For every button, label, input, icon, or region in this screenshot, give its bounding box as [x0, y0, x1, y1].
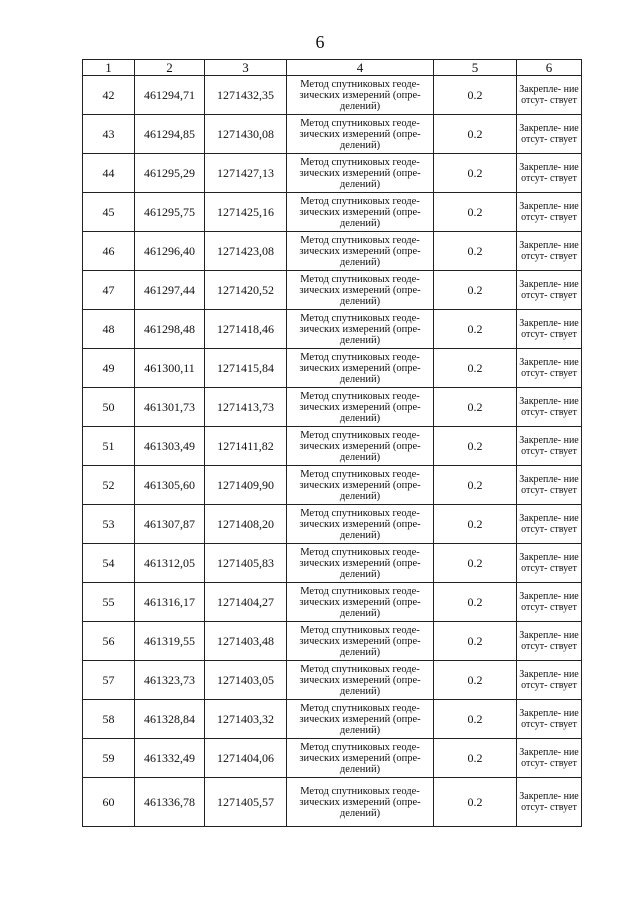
table-row — [83, 76, 582, 115]
y-coordinate-cell: 1271432,35 — [205, 76, 287, 115]
accuracy-cell: 0.2 — [434, 466, 517, 505]
y-coordinate-cell: 1271404,27 — [205, 583, 287, 622]
fixing-cell: Закрепле- ние отсут- ствует — [517, 427, 582, 466]
fixing-cell: Закрепле- ние отсут- ствует — [517, 76, 582, 115]
y-coordinate-cell: 1271413,73 — [205, 388, 287, 427]
x-coordinate-cell: 461295,29 — [135, 154, 205, 193]
accuracy-cell: 0.2 — [434, 583, 517, 622]
column-header: 5 — [434, 60, 517, 76]
y-coordinate-cell: 1271425,16 — [205, 193, 287, 232]
column-header: 1 — [83, 60, 135, 76]
x-coordinate-cell: 461295,75 — [135, 193, 205, 232]
point-number-cell: 53 — [83, 505, 135, 544]
y-coordinate-cell: 1271409,90 — [205, 466, 287, 505]
table-row — [83, 349, 582, 388]
fixing-cell: Закрепле- ние отсут- ствует — [517, 700, 582, 739]
column-header: 4 — [287, 60, 434, 76]
x-coordinate-cell: 461316,17 — [135, 583, 205, 622]
point-number-cell: 43 — [83, 115, 135, 154]
accuracy-cell: 0.2 — [434, 115, 517, 154]
fixing-cell: Закрепле- ние отсут- ствует — [517, 739, 582, 778]
x-coordinate-cell: 461336,78 — [135, 778, 205, 827]
method-cell: Метод спутниковых геоде- зических измерений (опре- делений) — [287, 193, 434, 232]
y-coordinate-cell: 1271404,06 — [205, 739, 287, 778]
y-coordinate-cell: 1271418,46 — [205, 310, 287, 349]
x-coordinate-cell: 461294,85 — [135, 115, 205, 154]
x-coordinate-cell: 461307,87 — [135, 505, 205, 544]
fixing-cell: Закрепле- ние отсут- ствует — [517, 193, 582, 232]
method-cell: Метод спутниковых геоде- зических измерений (опре- делений) — [287, 427, 434, 466]
y-coordinate-cell: 1271427,13 — [205, 154, 287, 193]
point-number-cell: 42 — [83, 76, 135, 115]
accuracy-cell: 0.2 — [434, 427, 517, 466]
method-cell: Метод спутниковых геоде- зических измерений (опре- делений) — [287, 622, 434, 661]
x-coordinate-cell: 461300,11 — [135, 349, 205, 388]
accuracy-cell: 0.2 — [434, 544, 517, 583]
x-coordinate-cell: 461296,40 — [135, 232, 205, 271]
table-row — [83, 583, 582, 622]
fixing-cell: Закрепле- ние отсут- ствует — [517, 115, 582, 154]
table-row — [83, 739, 582, 778]
fixing-cell: Закрепле- ние отсут- ствует — [517, 778, 582, 827]
column-header: 2 — [135, 60, 205, 76]
accuracy-cell: 0.2 — [434, 778, 517, 827]
fixing-cell: Закрепле- ние отсут- ствует — [517, 466, 582, 505]
column-header: 6 — [517, 60, 582, 76]
point-number-cell: 44 — [83, 154, 135, 193]
point-number-cell: 47 — [83, 271, 135, 310]
method-cell: Метод спутниковых геоде- зических измерений (опре- делений) — [287, 505, 434, 544]
accuracy-cell: 0.2 — [434, 271, 517, 310]
table-row — [83, 466, 582, 505]
method-cell: Метод спутниковых геоде- зических измерений (опре- делений) — [287, 115, 434, 154]
table-row — [83, 388, 582, 427]
point-number-cell: 45 — [83, 193, 135, 232]
y-coordinate-cell: 1271405,57 — [205, 778, 287, 827]
accuracy-cell: 0.2 — [434, 154, 517, 193]
y-coordinate-cell: 1271403,05 — [205, 661, 287, 700]
method-cell: Метод спутниковых геоде- зических измерений (опре- делений) — [287, 661, 434, 700]
table-row — [83, 661, 582, 700]
accuracy-cell: 0.2 — [434, 622, 517, 661]
y-coordinate-cell: 1271430,08 — [205, 115, 287, 154]
table-row — [83, 232, 582, 271]
page-number: 6 — [315, 32, 325, 52]
point-number-cell: 55 — [83, 583, 135, 622]
accuracy-cell: 0.2 — [434, 661, 517, 700]
table-row — [83, 115, 582, 154]
method-cell: Метод спутниковых геоде- зических измерений (опре- делений) — [287, 388, 434, 427]
fixing-cell: Закрепле- ние отсут- ствует — [517, 271, 582, 310]
table-row — [83, 778, 582, 827]
point-number-cell: 60 — [83, 778, 135, 827]
table-row — [83, 310, 582, 349]
y-coordinate-cell: 1271420,52 — [205, 271, 287, 310]
point-number-cell: 59 — [83, 739, 135, 778]
header-row — [83, 60, 582, 76]
y-coordinate-cell: 1271408,20 — [205, 505, 287, 544]
method-cell: Метод спутниковых геоде- зических измерений (опре- делений) — [287, 232, 434, 271]
point-number-cell: 46 — [83, 232, 135, 271]
x-coordinate-cell: 461298,48 — [135, 310, 205, 349]
method-cell: Метод спутниковых геоде- зических измерений (опре- делений) — [287, 466, 434, 505]
y-coordinate-cell: 1271405,83 — [205, 544, 287, 583]
x-coordinate-cell: 461294,71 — [135, 76, 205, 115]
y-coordinate-cell: 1271423,08 — [205, 232, 287, 271]
table-row — [83, 193, 582, 232]
method-cell: Метод спутниковых геоде- зических измерений (опре- делений) — [287, 700, 434, 739]
method-cell: Метод спутниковых геоде- зических измерений (опре- делений) — [287, 778, 434, 827]
fixing-cell: Закрепле- ние отсут- ствует — [517, 388, 582, 427]
fixing-cell: Закрепле- ние отсут- ствует — [517, 310, 582, 349]
point-number-cell: 56 — [83, 622, 135, 661]
accuracy-cell: 0.2 — [434, 193, 517, 232]
fixing-cell: Закрепле- ние отсут- ствует — [517, 349, 582, 388]
x-coordinate-cell: 461301,73 — [135, 388, 205, 427]
table-row — [83, 271, 582, 310]
x-coordinate-cell: 461319,55 — [135, 622, 205, 661]
y-coordinate-cell: 1271411,82 — [205, 427, 287, 466]
point-number-cell: 49 — [83, 349, 135, 388]
column-header: 3 — [205, 60, 287, 76]
method-cell: Метод спутниковых геоде- зических измерений (опре- делений) — [287, 76, 434, 115]
method-cell: Метод спутниковых геоде- зических измерений (опре- делений) — [287, 154, 434, 193]
point-number-cell: 57 — [83, 661, 135, 700]
x-coordinate-cell: 461305,60 — [135, 466, 205, 505]
fixing-cell: Закрепле- ние отсут- ствует — [517, 583, 582, 622]
fixing-cell: Закрепле- ние отсут- ствует — [517, 505, 582, 544]
table-row — [83, 622, 582, 661]
y-coordinate-cell: 1271403,48 — [205, 622, 287, 661]
y-coordinate-cell: 1271415,84 — [205, 349, 287, 388]
method-cell: Метод спутниковых геоде- зических измерений (опре- делений) — [287, 583, 434, 622]
y-coordinate-cell: 1271403,32 — [205, 700, 287, 739]
method-cell: Метод спутниковых геоде- зических измерений (опре- делений) — [287, 310, 434, 349]
x-coordinate-cell: 461297,44 — [135, 271, 205, 310]
table-row — [83, 427, 582, 466]
method-cell: Метод спутниковых геоде- зических измерений (опре- делений) — [287, 271, 434, 310]
accuracy-cell: 0.2 — [434, 739, 517, 778]
fixing-cell: Закрепле- ние отсут- ствует — [517, 661, 582, 700]
x-coordinate-cell: 461323,73 — [135, 661, 205, 700]
method-cell: Метод спутниковых геоде- зических измерений (опре- делений) — [287, 739, 434, 778]
x-coordinate-cell: 461303,49 — [135, 427, 205, 466]
coordinates-table — [82, 59, 582, 827]
point-number-cell: 48 — [83, 310, 135, 349]
point-number-cell: 52 — [83, 466, 135, 505]
accuracy-cell: 0.2 — [434, 388, 517, 427]
x-coordinate-cell: 461312,05 — [135, 544, 205, 583]
table-row — [83, 154, 582, 193]
fixing-cell: Закрепле- ние отсут- ствует — [517, 622, 582, 661]
table-body — [83, 76, 582, 827]
point-number-cell: 54 — [83, 544, 135, 583]
fixing-cell: Закрепле- ние отсут- ствует — [517, 154, 582, 193]
point-number-cell: 51 — [83, 427, 135, 466]
table-row — [83, 700, 582, 739]
accuracy-cell: 0.2 — [434, 76, 517, 115]
accuracy-cell: 0.2 — [434, 232, 517, 271]
accuracy-cell: 0.2 — [434, 310, 517, 349]
accuracy-cell: 0.2 — [434, 505, 517, 544]
method-cell: Метод спутниковых геоде- зических измерений (опре- делений) — [287, 544, 434, 583]
x-coordinate-cell: 461332,49 — [135, 739, 205, 778]
method-cell: Метод спутниковых геоде- зических измерений (опре- делений) — [287, 349, 434, 388]
point-number-cell: 58 — [83, 700, 135, 739]
fixing-cell: Закрепле- ние отсут- ствует — [517, 544, 582, 583]
table-row — [83, 544, 582, 583]
fixing-cell: Закрепле- ние отсут- ствует — [517, 232, 582, 271]
x-coordinate-cell: 461328,84 — [135, 700, 205, 739]
table-row — [83, 505, 582, 544]
accuracy-cell: 0.2 — [434, 349, 517, 388]
accuracy-cell: 0.2 — [434, 700, 517, 739]
point-number-cell: 50 — [83, 388, 135, 427]
